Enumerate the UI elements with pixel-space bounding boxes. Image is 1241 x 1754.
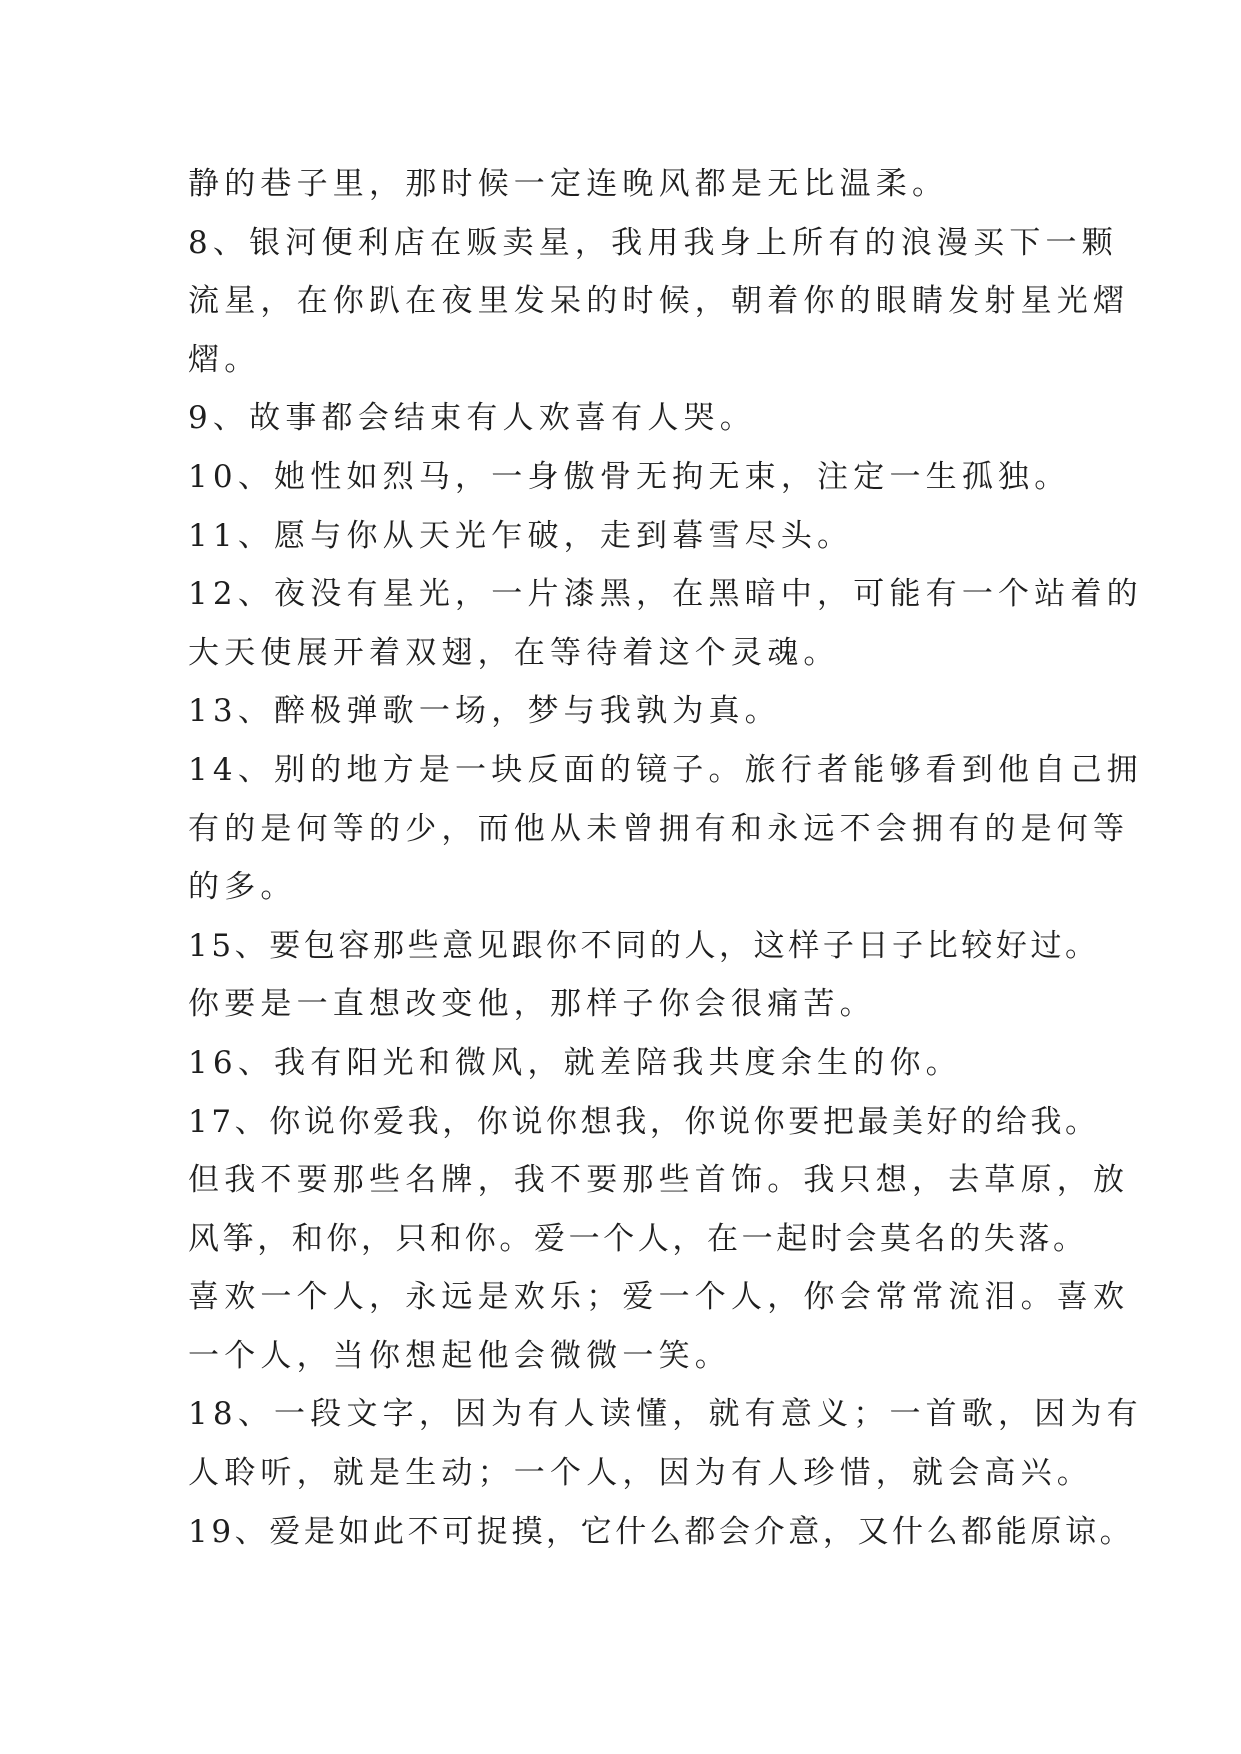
text-line: 一个人，当你想起他会微微一笑。 [188, 1337, 731, 1374]
text-line: 8、银河便利店在贩卖星，我用我身上所有的浪漫买下一颗 [188, 224, 1118, 261]
text-line: 静的巷子里，那时候一定连晚风都是无比温柔。 [188, 166, 949, 202]
text-line: 人聆听，就是生动；一个人，因为有人珍惜，就会高兴。 [188, 1455, 1093, 1492]
text-line: 12、夜没有星光，一片漆黑，在黑暗中，可能有一个站着的 [188, 576, 1143, 613]
document-body [188, 155, 1143, 1561]
text-line: 的多。 [188, 869, 297, 906]
text-line: 17、你说你爱我，你说你想我，你说你要把最美好的给我。 [188, 1103, 1100, 1140]
text-line: 风筝，和你，只和你。爱一个人，在一起时会莫名的失落。 [188, 1220, 1088, 1257]
text-line: 你要是一直想改变他，那样子你会很痛苦。 [188, 986, 876, 1023]
text-line: 10、她性如烈马，一身傲骨无拘无束，注定一生孤独。 [188, 458, 1071, 495]
text-line: 有的是何等的少，而他从未曾拥有和永远不会拥有的是何等 [188, 810, 1130, 847]
text-line: 流星，在你趴在夜里发呆的时候，朝着你的眼睛发射星光熠 [188, 283, 1130, 320]
text-line: 15、要包容那些意见跟你不同的人，这样子日子比较好过。 [188, 927, 1100, 964]
text-line: 喜欢一个人，永远是欢乐；爱一个人，你会常常流泪。喜欢 [188, 1279, 1130, 1316]
text-line: 19、爱是如此不可捉摸，它什么都会介意，又什么都能原谅。 [188, 1513, 1135, 1550]
text-line: 16、我有阳光和微风，就差陪我共度余生的你。 [188, 1044, 962, 1081]
text-line: 9、故事都会结束有人欢喜有人哭。 [188, 400, 756, 437]
text-line: 14、别的地方是一块反面的镜子。旅行者能够看到他自己拥 [188, 751, 1143, 788]
text-line: 18、一段文字，因为有人读懂，就有意义；一首歌，因为有 [188, 1396, 1143, 1433]
text-line: 但我不要那些名牌，我不要那些首饰。我只想，去草原，放 [188, 1162, 1130, 1199]
text-line: 11、愿与你从天光乍破，走到暮雪尽头。 [188, 517, 854, 554]
text-line: 13、醉极弹歌一场，梦与我孰为真。 [188, 693, 781, 730]
text-line: 大天使展开着双翅，在等待着这个灵魂。 [188, 634, 840, 671]
text-line: 熠。 [188, 341, 261, 378]
